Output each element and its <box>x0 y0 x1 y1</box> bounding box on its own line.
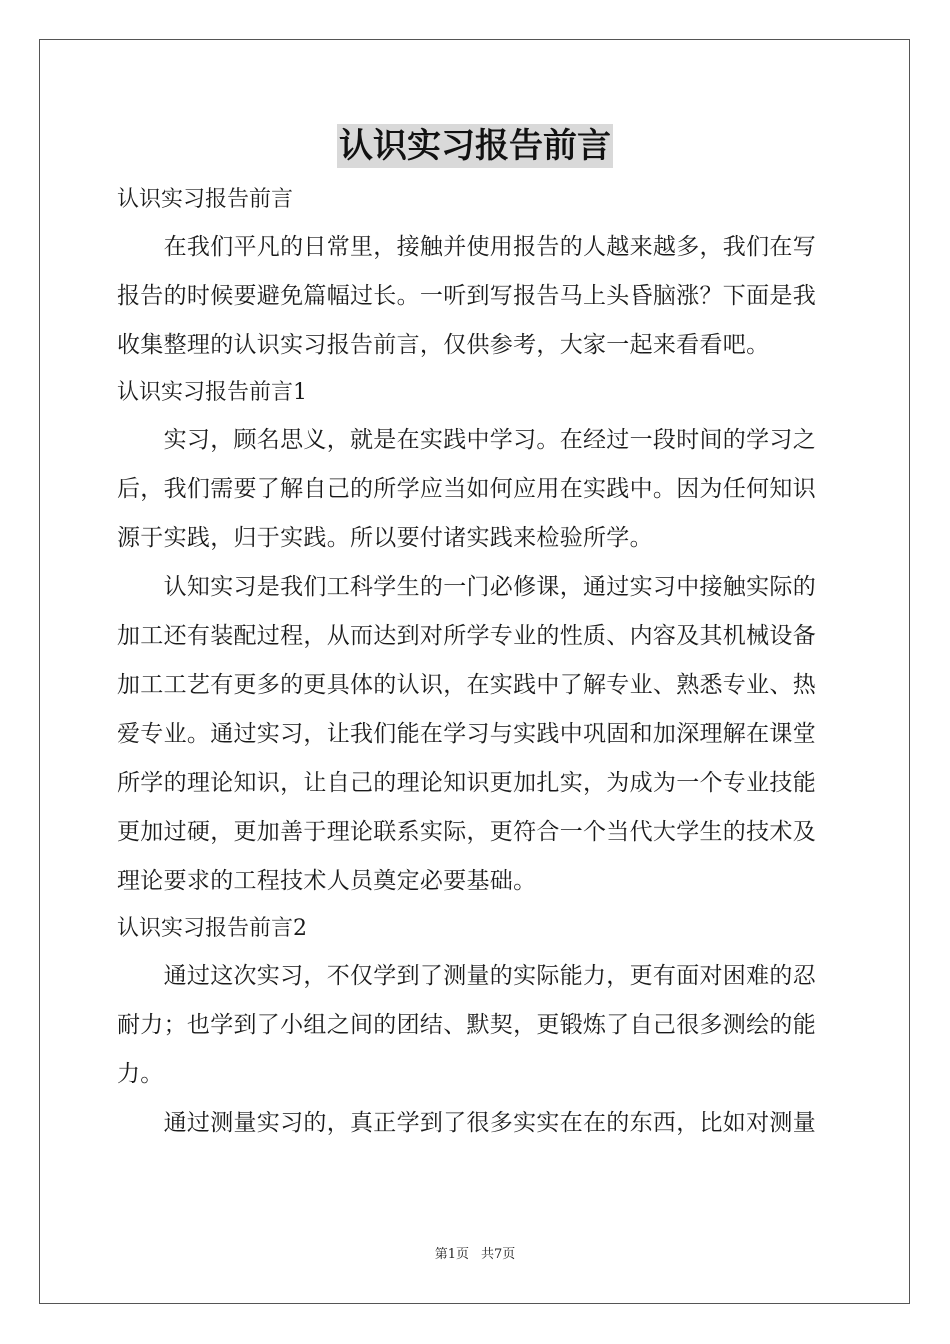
text-line: 实习，顾名思义，就是在实践中学习。在经过一段时间的学习之 <box>117 427 816 453</box>
page-count: 共7页 <box>481 1247 516 1262</box>
section2-paragraph-1 <box>117 952 833 1099</box>
text-line: 所学的理论知识，让自己的理论知识更加扎实，为成为一个专业技能 <box>117 770 816 796</box>
document-subtitle: 认识实习报告前言 <box>117 187 294 212</box>
text-line: 通过这次实习，不仅学到了测量的实际能力，更有面对困难的忍 <box>117 963 816 989</box>
text-line: 加工工艺有更多的更具体的认识，在实践中了解专业、熟悉专业、热 <box>117 672 816 698</box>
section1-paragraph-2 <box>117 563 833 906</box>
text-line: 在我们平凡的日常里，接触并使用报告的人越来越多，我们在写 <box>117 234 816 260</box>
text-line: 理论要求的工程技术人员奠定必要基础。 <box>117 868 537 894</box>
text-line: 爱专业。通过实习，让我们能在学习与实践中巩固和加深理解在课堂 <box>117 721 816 747</box>
section1-paragraph-1 <box>117 416 833 563</box>
text-line: 耐力；也学到了小组之间的团结、默契，更锻炼了自己很多测绘的能 <box>117 1012 816 1038</box>
title-container <box>0 124 950 168</box>
text-line: 加工还有装配过程，从而达到对所学专业的性质、内容及其机械设备 <box>117 623 816 649</box>
page-number: 第1页 <box>434 1247 469 1262</box>
intro-paragraph <box>117 223 833 370</box>
text-line: 更加过硬，更加善于理论联系实际，更符合一个当代大学生的技术及 <box>117 819 816 845</box>
document-body <box>117 177 833 1148</box>
section-heading-1: 认识实习报告前言1 <box>117 380 307 405</box>
text-line: 源于实践，归于实践。所以要付诸实践来检验所学。 <box>117 525 653 551</box>
text-line: 后，我们需要了解自己的所学应当如何应用在实践中。因为任何知识 <box>117 476 816 502</box>
text-line: 通过测量实习的，真正学到了很多实实在在的东西，比如对测量 <box>117 1110 816 1136</box>
text-line: 力。 <box>117 1061 164 1087</box>
text-line: 收集整理的认识实习报告前言，仅供参考，大家一起来看看吧。 <box>117 332 770 358</box>
text-line: 报告的时候要避免篇幅过长。一听到写报告马上头昏脑涨？下面是我 <box>117 283 816 309</box>
section-heading-2: 认识实习报告前言2 <box>117 916 307 941</box>
document-title: 认识实习报告前言 <box>339 126 611 166</box>
section2-paragraph-2 <box>117 1099 833 1148</box>
page-footer <box>0 1246 950 1264</box>
text-line: 认知实习是我们工科学生的一门必修课，通过实习中接触实际的 <box>117 574 816 600</box>
